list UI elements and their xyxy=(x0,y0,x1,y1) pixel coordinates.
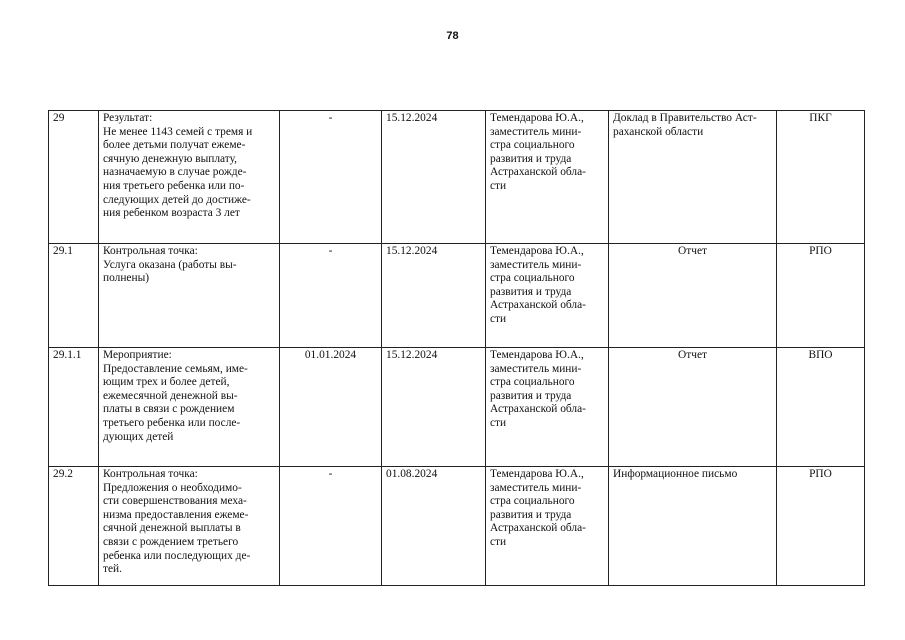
text-line: Информационное письмо xyxy=(613,468,738,480)
text-line: сти xyxy=(490,179,507,192)
text-line: Астраханской обла- xyxy=(490,403,586,416)
text-line: тей. xyxy=(103,563,122,576)
cell-end-date: 15.12.2024 xyxy=(382,348,486,467)
text-line: Не менее 1143 семей с тремя и xyxy=(103,125,253,138)
text-line: сячную денежную выплату, xyxy=(103,152,237,165)
plan-table xyxy=(48,110,865,586)
text-line: заместитель мини- xyxy=(490,258,582,271)
text-line: Астраханской обла- xyxy=(490,522,586,535)
table-row xyxy=(49,244,865,348)
text-line: развития и труда xyxy=(490,285,572,298)
cell-number: 29.1 xyxy=(49,244,99,348)
text-line: Темендарова Ю.А., xyxy=(490,349,584,361)
text-line: ребенка или последующих де- xyxy=(103,549,251,562)
text-line: платы в связи с рождением xyxy=(103,403,235,416)
cell-description xyxy=(99,348,280,467)
cell-start-date: - xyxy=(280,244,382,348)
text-line: следующих детей до достиже- xyxy=(103,193,251,206)
text-line: Мероприятие: xyxy=(103,349,172,361)
text-line: более детьми получат ежеме- xyxy=(103,139,246,152)
text-line: Астраханской обла- xyxy=(490,166,586,179)
text-line: заместитель мини- xyxy=(490,362,582,375)
cell-start-date: - xyxy=(280,467,382,586)
text-line: Доклад в Правительство Аст- xyxy=(613,112,757,124)
text-line: сячной денежной выплаты в xyxy=(103,522,241,535)
text-line: ния ребенком возраста 3 лет xyxy=(103,207,240,220)
cell-responsible xyxy=(486,111,609,244)
text-line: Астраханской обла- xyxy=(490,299,586,312)
text-line: Темендарова Ю.А., xyxy=(490,245,584,257)
text-line: Отчет xyxy=(678,349,707,361)
text-line: Контрольная точка: xyxy=(103,245,198,257)
cell-control-level: РПО xyxy=(777,467,865,586)
text-line: связи с рождением третьего xyxy=(103,535,239,548)
text-line: стра социального xyxy=(490,495,575,508)
text-line: третьего ребенка или после- xyxy=(103,416,241,429)
text-line: раханской области xyxy=(613,125,704,138)
cell-end-date: 15.12.2024 xyxy=(382,244,486,348)
cell-description xyxy=(99,244,280,348)
text-line: назначаемую в случае рожде- xyxy=(103,166,247,179)
text-line: Предоставление семьям, име- xyxy=(103,362,248,375)
text-line: Предложения о необходимо- xyxy=(103,481,242,494)
text-line: ния третьего ребенка или по- xyxy=(103,179,245,192)
text-line: стра социального xyxy=(490,272,575,285)
cell-responsible xyxy=(486,348,609,467)
cell-start-date: - xyxy=(280,111,382,244)
text-line: сти xyxy=(490,416,507,429)
cell-number: 29 xyxy=(49,111,99,244)
cell-responsible xyxy=(486,244,609,348)
text-line: Темендарова Ю.А., xyxy=(490,112,584,124)
text-line: развития и труда xyxy=(490,508,572,521)
cell-document xyxy=(609,111,777,244)
text-line: стра социального xyxy=(490,376,575,389)
text-line: ежемесячной денежной вы- xyxy=(103,389,238,402)
text-line: Темендарова Ю.А., xyxy=(490,468,584,480)
cell-number: 29.2 xyxy=(49,467,99,586)
cell-control-level: ПКГ xyxy=(777,111,865,244)
cell-number: 29.1.1 xyxy=(49,348,99,467)
cell-control-level: РПО xyxy=(777,244,865,348)
text-line: Результат: xyxy=(103,112,153,124)
cell-control-level: ВПО xyxy=(777,348,865,467)
cell-document xyxy=(609,467,777,586)
cell-document xyxy=(609,244,777,348)
text-line: Услуга оказана (работы вы- xyxy=(103,258,237,271)
text-line: Отчет xyxy=(678,245,707,257)
text-line: сти совершенствования меха- xyxy=(103,495,247,508)
page-number: 78 xyxy=(446,30,459,42)
cell-end-date: 15.12.2024 xyxy=(382,111,486,244)
text-line: заместитель мини- xyxy=(490,125,582,138)
cell-description xyxy=(99,111,280,244)
text-line: стра социального xyxy=(490,139,575,152)
text-line: развития и труда xyxy=(490,152,572,165)
text-line: низма предоставления ежеме- xyxy=(103,508,249,521)
text-line: Контрольная точка: xyxy=(103,468,198,480)
text-line: развития и труда xyxy=(490,389,572,402)
text-line: дующих детей xyxy=(103,430,174,443)
cell-start-date: 01.01.2024 xyxy=(280,348,382,467)
table-row xyxy=(49,467,865,586)
table-row xyxy=(49,348,865,467)
text-line: ющим трех и более детей, xyxy=(103,376,230,389)
cell-description xyxy=(99,467,280,586)
cell-end-date: 01.08.2024 xyxy=(382,467,486,586)
cell-document xyxy=(609,348,777,467)
text-line: сти xyxy=(490,312,507,325)
text-line: заместитель мини- xyxy=(490,481,582,494)
text-line: полнены) xyxy=(103,272,150,285)
table-row xyxy=(49,111,865,244)
cell-responsible xyxy=(486,467,609,586)
text-line: сти xyxy=(490,535,507,548)
